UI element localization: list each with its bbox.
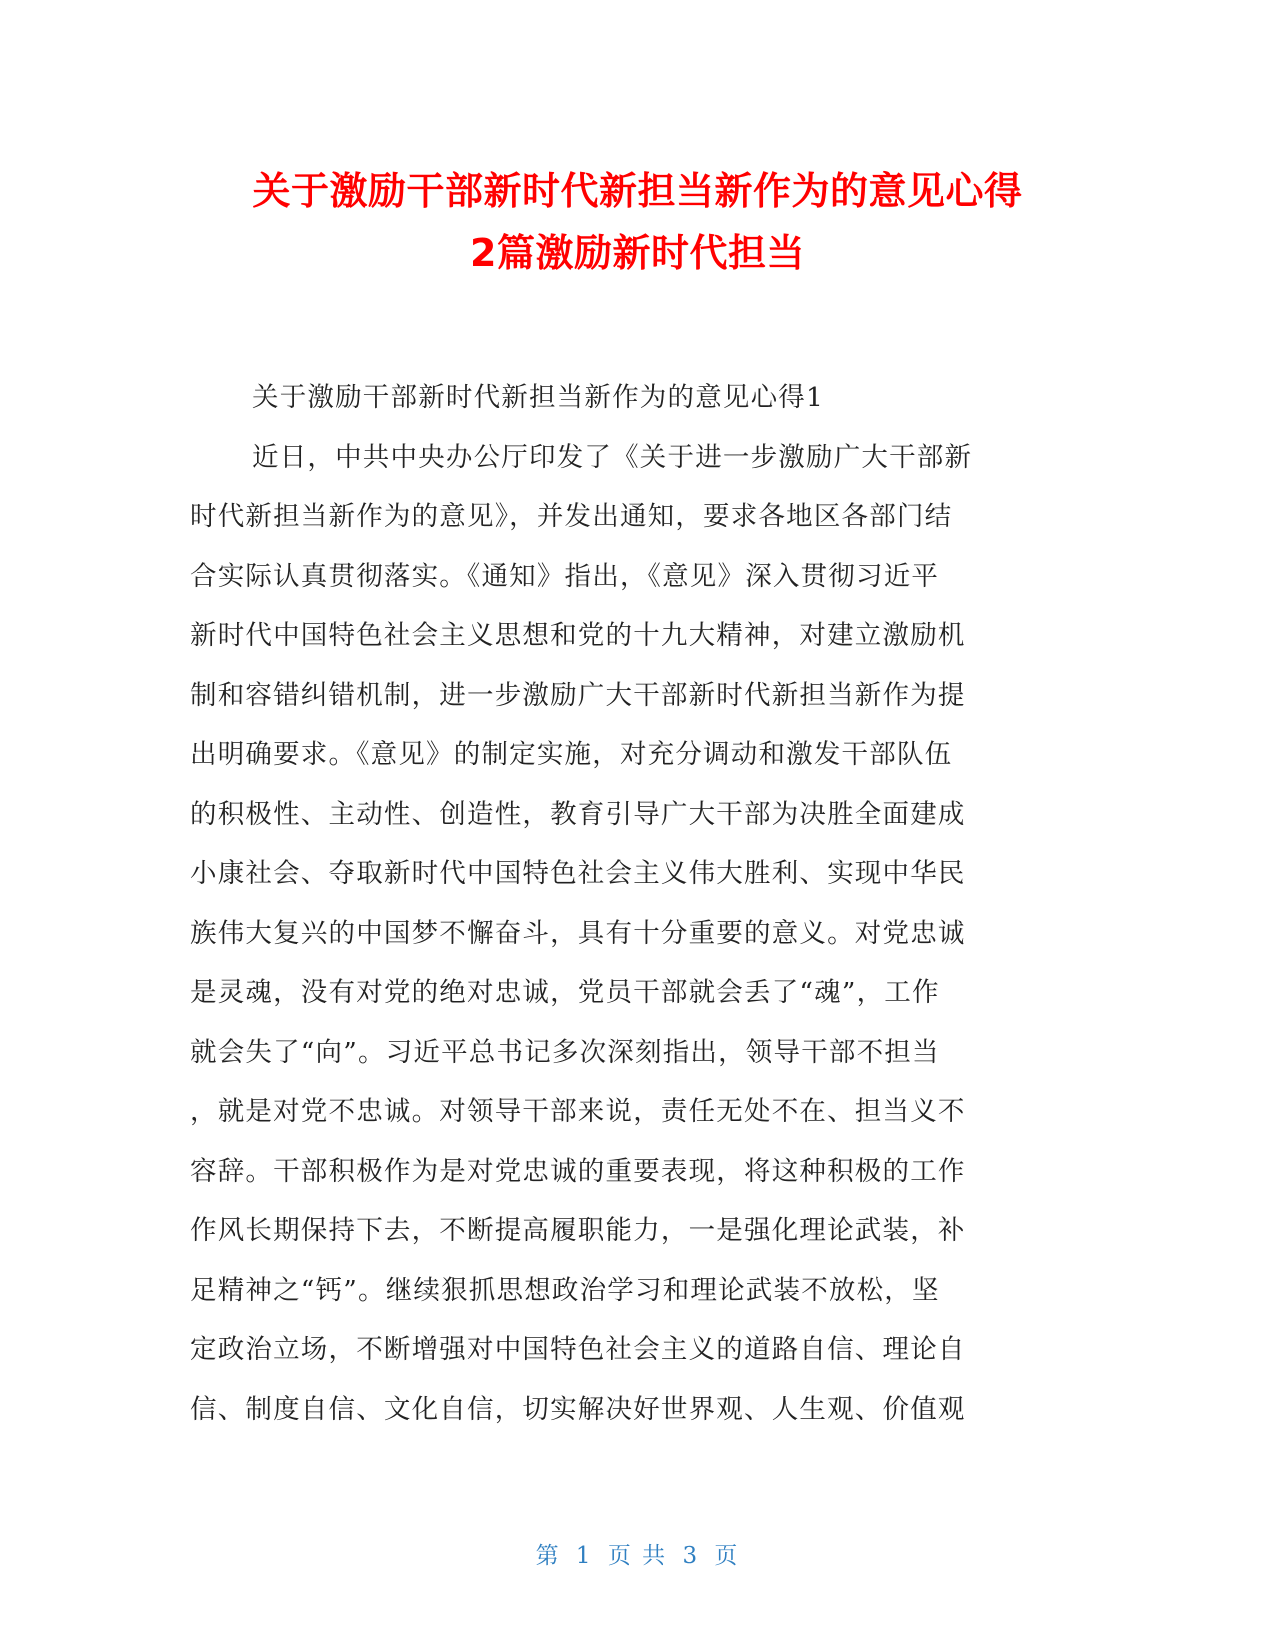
paragraph-line: 近日，中共中央办公厅印发了《关于进一步激励广大干部新 bbox=[252, 441, 973, 473]
page-number-current: 1 bbox=[575, 1543, 593, 1569]
paragraph-line: 时代新担当新作为的意见》，并发出通知，要求各地区各部门结 bbox=[190, 501, 953, 532]
paragraph-line: 容辞。干部积极作为是对党忠诚的重要表现，将这种积极的工作 bbox=[190, 1155, 966, 1187]
paragraph-line: ，就是对党不忠诚。对领导干部来说，责任无处不在、担当义不 bbox=[190, 1096, 966, 1127]
paragraph-line: 新时代中国特色社会主义思想和党的十九大精神，对建立激励机 bbox=[190, 620, 966, 651]
document-body bbox=[190, 368, 1070, 1439]
paragraph-line: 作风长期保持下去，不断提高履职能力，一是强化理论武装，补 bbox=[190, 1215, 966, 1246]
paragraph-line: 族伟大复兴的中国梦不懈奋斗，具有十分重要的意义。对党忠诚 bbox=[190, 917, 966, 949]
section-heading: 关于激励干部新时代新担当新作为的意见心得1 bbox=[252, 382, 825, 413]
paragraph-line: 就会失了“向”。习近平总书记多次深刻指出，领导干部不担当 bbox=[190, 1036, 940, 1068]
title-line-2: 2篇激励新时代担当 bbox=[470, 231, 805, 275]
page-label-middle: 页 共 bbox=[607, 1543, 668, 1569]
paragraph-line: 出明确要求。《意见》的制定实施，对充分调动和激发干部队伍 bbox=[190, 739, 953, 770]
paragraph-line: 是灵魂，没有对党的绝对忠诚，党员干部就会丢了“魂”，工作 bbox=[190, 977, 940, 1008]
paragraph-line: 定政治立场，不断增强对中国特色社会主义的道路自信、理论自 bbox=[190, 1334, 966, 1365]
paragraph-line: 的积极性、主动性、创造性，教育引导广大干部为决胜全面建成 bbox=[190, 798, 966, 830]
page-label-suffix: 页 bbox=[714, 1543, 740, 1569]
page-number-total: 3 bbox=[682, 1543, 700, 1569]
paragraph-line: 合实际认真贯彻落实。《通知》指出，《意见》深入贯彻习近平 bbox=[190, 560, 940, 592]
title-line-1: 关于激励干部新时代新担当新作为的意见心得 bbox=[252, 169, 1023, 213]
paragraph-line: 小康社会、夺取新时代中国特色社会主义伟大胜利、实现中华民 bbox=[190, 858, 966, 889]
page-footer bbox=[0, 1537, 1275, 1570]
page-label-prefix: 第 bbox=[535, 1543, 561, 1569]
paragraph-line: 制和容错纠错机制，进一步激励广大干部新时代新担当新作为提 bbox=[190, 679, 966, 711]
paragraph-line: 足精神之“钙”。继续狠抓思想政治学习和理论武装不放松，坚 bbox=[190, 1274, 940, 1306]
document-title bbox=[150, 160, 1125, 284]
paragraph-line: 信、制度自信、文化自信，切实解决好世界观、人生观、价值观 bbox=[190, 1393, 966, 1425]
